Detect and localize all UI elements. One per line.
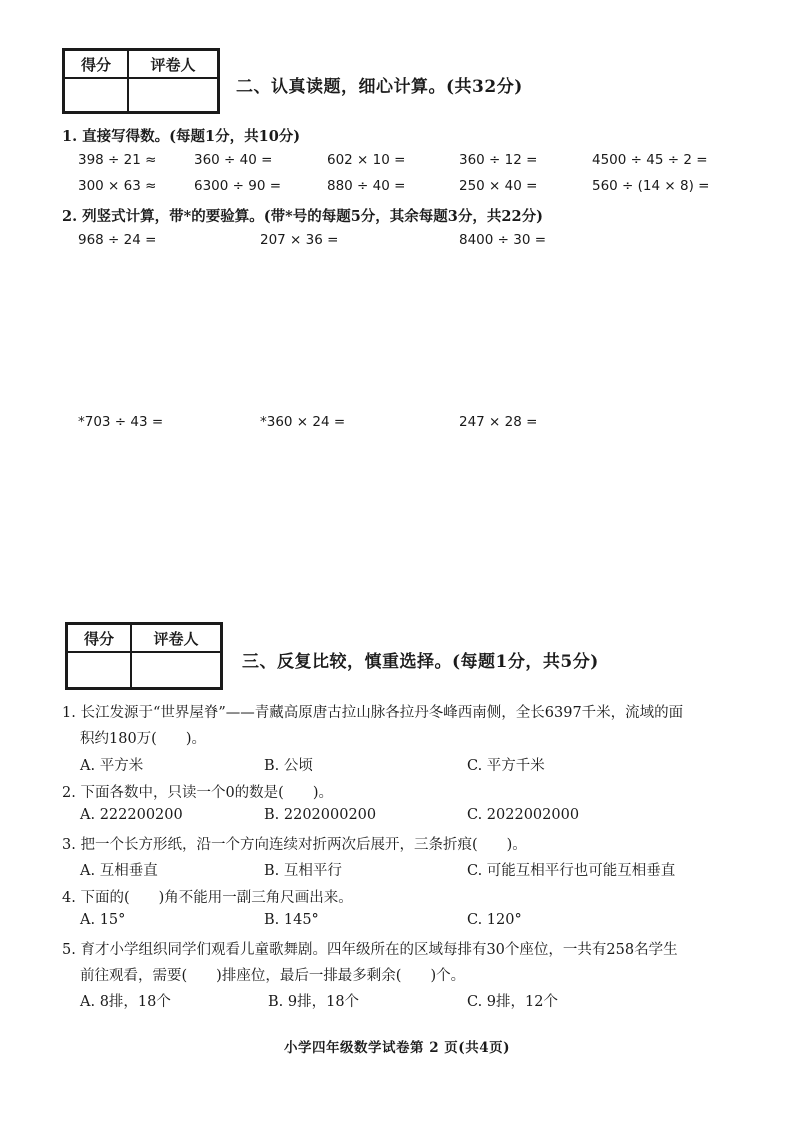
vertical-calc-item: *360 × 24 = — [260, 414, 346, 430]
option-b[interactable]: B. 145° — [264, 912, 319, 928]
choice-question-1-cont: 积约180万( )。 — [80, 731, 206, 747]
choice-question-4: 4. 下面的( )角不能用一副三角尺画出来。 — [62, 890, 353, 906]
mental-math-item: 300 × 63 ≈ — [78, 178, 157, 194]
mental-math-item: 560 ÷ (14 × 8) = — [592, 178, 710, 194]
page-footer: 小学四年级数学试卷第 2 页(共4页) — [284, 1040, 510, 1056]
vertical-calc-item: 207 × 36 = — [260, 232, 339, 248]
mental-math-item: 250 × 40 = — [459, 178, 538, 194]
grader-cell[interactable] — [131, 652, 221, 688]
choice-question-3: 3. 把一个长方形纸，沿一个方向连续对折两次后展开，三条折痕( )。 — [62, 837, 527, 853]
mental-math-item: 398 ÷ 21 ≈ — [78, 152, 157, 168]
vertical-calc-item: 968 ÷ 24 = — [78, 232, 157, 248]
option-c[interactable]: C. 平方千米 — [467, 758, 545, 774]
section2-q2-label: 2. 列竖式计算，带*的要验算。(带*号的每题5分，其余每题3分，共22分) — [62, 208, 543, 225]
option-c[interactable]: C. 120° — [467, 912, 522, 928]
mental-math-item: 880 ÷ 40 = — [327, 178, 406, 194]
vertical-calc-item: 247 × 28 = — [459, 414, 538, 430]
mental-math-item: 602 × 10 = — [327, 152, 406, 168]
section2-q1-label: 1. 直接写得数。(每题1分，共10分) — [62, 128, 301, 145]
vertical-calc-item: 8400 ÷ 30 = — [459, 232, 547, 248]
mental-math-item: 6300 ÷ 90 = — [194, 178, 282, 194]
mental-math-item: 4500 ÷ 45 ÷ 2 = — [592, 152, 708, 168]
option-b[interactable]: B. 2202000200 — [264, 807, 377, 823]
section3-title: 三、反复比较，慎重选择。(每题1分，共5分) — [242, 652, 599, 672]
option-a[interactable]: A. 平方米 — [80, 758, 144, 774]
option-b[interactable]: B. 互相平行 — [264, 863, 342, 879]
option-c[interactable]: C. 2022002000 — [467, 807, 580, 823]
choice-question-1: 1. 长江发源于“世界屋脊”——青藏高原唐古拉山脉各拉丹冬峰西南侧，全长6397千米，流域的面 — [62, 705, 684, 721]
mental-math-item: 360 ÷ 12 = — [459, 152, 538, 168]
grader-cell[interactable] — [128, 78, 218, 112]
score-table-section3 — [65, 622, 223, 690]
option-a[interactable]: A. 222200200 — [80, 807, 183, 823]
option-c[interactable]: C. 可能互相平行也可能互相垂直 — [467, 863, 676, 879]
vertical-calc-item: *703 ÷ 43 = — [78, 414, 164, 430]
choice-question-2: 2. 下面各数中，只读一个0的数是( )。 — [62, 785, 333, 801]
option-b[interactable]: B. 9排，18个 — [268, 994, 360, 1010]
option-a[interactable]: A. 8排，18个 — [80, 994, 171, 1010]
score-table-section2 — [62, 48, 220, 114]
option-b[interactable]: B. 公顷 — [264, 758, 313, 774]
option-c[interactable]: C. 9排，12个 — [467, 994, 558, 1010]
score-header: 得分 — [67, 624, 131, 652]
grader-header: 评卷人 — [128, 50, 218, 78]
score-cell[interactable] — [67, 652, 131, 688]
score-cell[interactable] — [64, 78, 128, 112]
choice-question-5: 5. 育才小学组织同学们观看儿童歌舞剧。四年级所在的区域每排有30个座位，一共有258名学生 — [62, 942, 678, 958]
grader-header: 评卷人 — [131, 624, 221, 652]
mental-math-item: 360 ÷ 40 = — [194, 152, 273, 168]
section2-title: 二、认真读题，细心计算。(共32分) — [236, 77, 523, 97]
option-a[interactable]: A. 15° — [80, 912, 126, 928]
option-a[interactable]: A. 互相垂直 — [80, 863, 158, 879]
score-header: 得分 — [64, 50, 128, 78]
choice-question-5-cont: 前往观看，需要( )排座位，最后一排最多剩余( )个。 — [80, 968, 466, 984]
